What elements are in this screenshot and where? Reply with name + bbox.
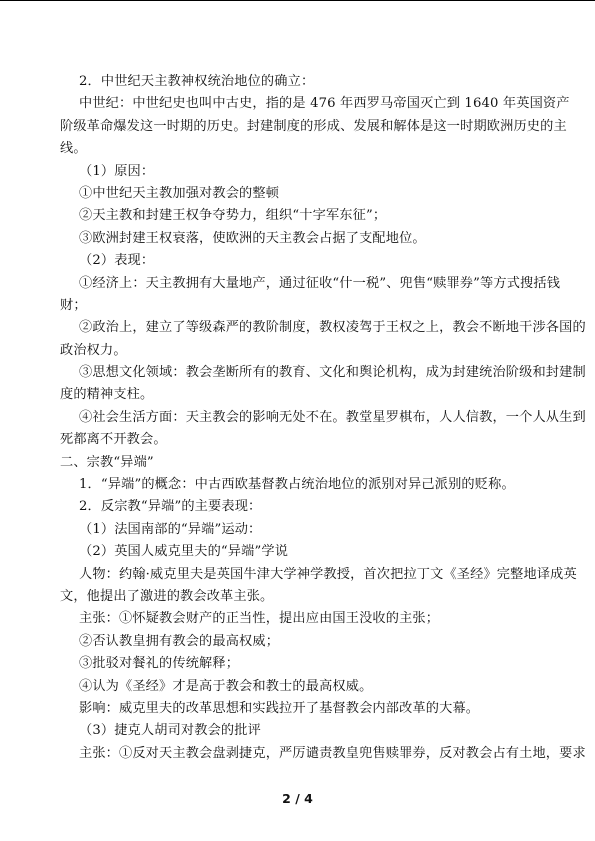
text-line: 财； <box>60 297 87 313</box>
text-line: （2）英国人威克里夫的“异端”学说 <box>79 544 289 560</box>
text-line: 二、宗教“异端” <box>60 454 154 470</box>
text-line: ③欧洲封建王权衰落，使欧洲的天主教会占据了支配地位。 <box>79 230 426 246</box>
text-line: ④认为《圣经》才是高于教会和教士的最高权威。 <box>79 678 373 694</box>
text-line: ②天主教和封建王权争夺势力，组织“十字军东征”； <box>79 208 387 224</box>
text-line: 主张：①怀疑教会财产的正当性，提出应由国王没收的主张； <box>79 611 440 627</box>
text-line: （1）原因： <box>79 163 155 179</box>
text-line: 线。 <box>60 141 87 157</box>
text-line: 死都离不开教会。 <box>60 432 167 448</box>
text-line: 中世纪：中世纪史也叫中古史，指的是 476 年西罗马帝国灭亡到 1640 年英国资产 <box>79 96 570 112</box>
text-line: 政治权力。 <box>60 342 127 358</box>
text-line: （2）表现： <box>79 253 155 269</box>
text-line: 影响：威克里夫的改革思想和实践拉开了基督教会内部改革的大幕。 <box>79 700 480 716</box>
text-line: 度的精神支柱。 <box>60 387 154 403</box>
header-rule <box>0 0 595 1</box>
text-line: 1．“异端”的概念：中古西欧基督教占统治地位的派别对异己派别的贬称。 <box>79 477 515 493</box>
text-line: ③思想文化领域：教会垄断所有的教育、文化和舆论机构，成为封建统治阶级和封建制 <box>79 365 586 381</box>
text-line: 主张：①反对天主教会盘剥捷克，严厉谴责教皇兜售赎罪券，反对教会占有土地，要求 <box>79 745 586 761</box>
text-line: ③批驳对餐礼的传统解释； <box>79 656 240 672</box>
text-line: ②否认教皇拥有教会的最高权威； <box>79 633 280 649</box>
text-line: 人物：约翰·威克里夫是英国牛津大学神学教授，首次把拉丁文《圣经》完整地译成英 <box>79 566 577 582</box>
text-line: 阶级革命爆发这一时期的历史。封建制度的形成、发展和解体是这一时期欧洲历史的主 <box>60 118 567 134</box>
text-line: ①中世纪天主教加强对教会的整顿 <box>79 185 280 201</box>
text-line: ②政治上，建立了等级森严的教阶制度，教权凌驾于王权之上，教会不断地干涉各国的 <box>79 320 586 336</box>
text-line: 2．中世纪天主教神权统治地位的确立： <box>79 74 315 89</box>
document-body <box>60 71 586 765</box>
page-number: 2 / 4 <box>282 791 313 806</box>
text-line: （3）捷克人胡司对教会的批评 <box>79 723 261 739</box>
text-line: 2．反宗教“异端”的主要表现： <box>79 499 262 515</box>
text-line: （1）法国南部的“异端”运动： <box>79 521 262 537</box>
text-line: ④社会生活方面：天主教会的影响无处不在。教堂星罗棋布，人人信教，一个人从生到 <box>79 409 586 425</box>
text-line: 文，他提出了激进的教会改革主张。 <box>60 588 274 604</box>
text-line: ①经济上：天主教拥有大量地产，通过征收“什一税”、兜售“赎罪券”等方式搜括钱 <box>79 275 561 291</box>
